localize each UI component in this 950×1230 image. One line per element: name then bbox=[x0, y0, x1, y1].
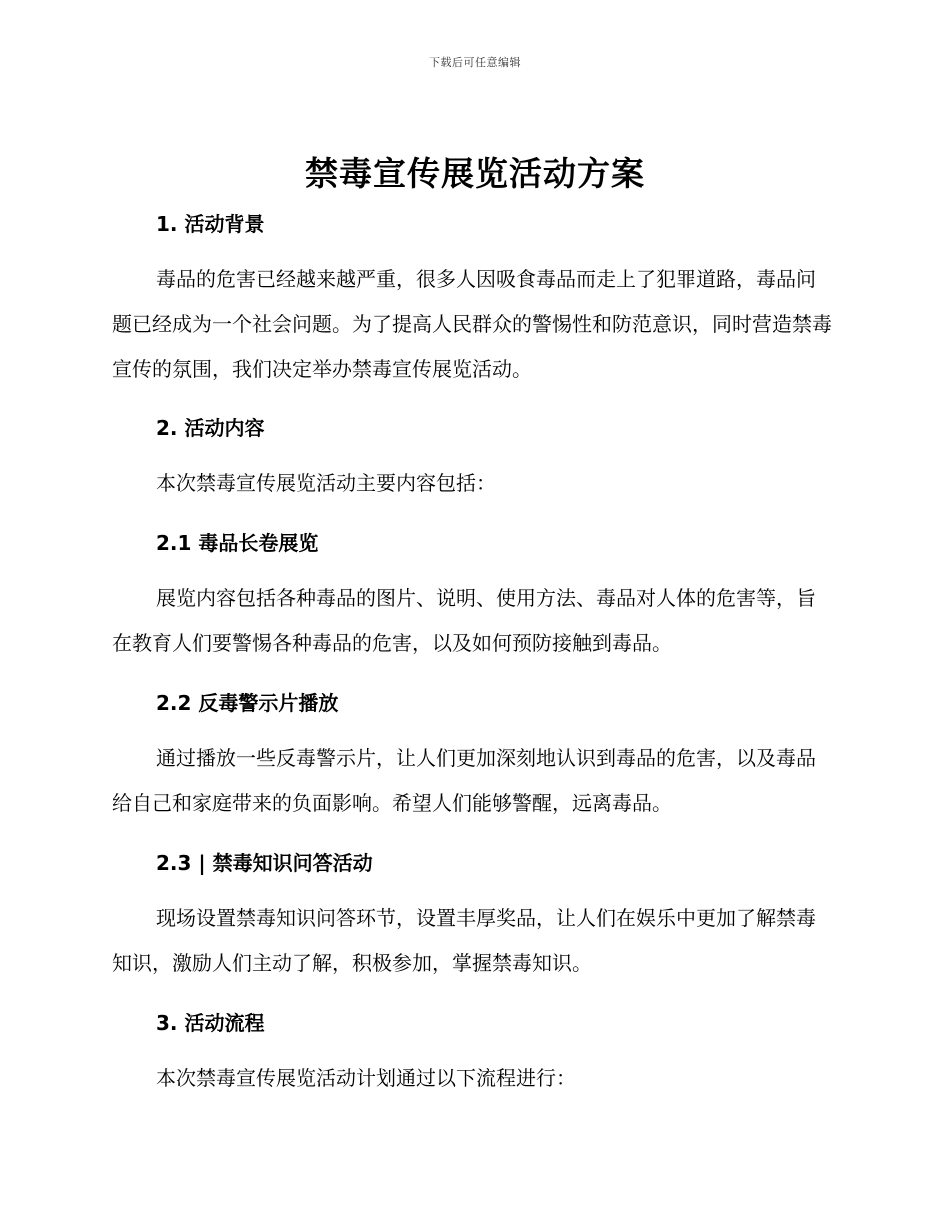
section-heading-1: 1. 活动背景 bbox=[156, 212, 265, 236]
section-body-2-3: 现场设置禁毒知识问答环节，设置丰厚奖品，让人们在娱乐中更加了解禁毒知识，激励人们主动了解，积极参加，掌握禁毒知识。 bbox=[112, 906, 816, 975]
section-heading-2-1: 2.1 毒品长卷展览 bbox=[156, 531, 319, 555]
section-heading-2-3: 2.3 | 禁毒知识问答活动 bbox=[156, 851, 373, 875]
section-body-3: 本次禁毒宣传展览活动计划通过以下流程进行： bbox=[156, 1066, 576, 1090]
document-title: 禁毒宣传展览活动方案 bbox=[305, 154, 645, 193]
header-note: 下载后可任意编辑 bbox=[429, 56, 521, 69]
section-body-2: 本次禁毒宣传展览活动主要内容包括： bbox=[156, 471, 496, 495]
section-heading-3: 3. 活动流程 bbox=[156, 1011, 265, 1035]
section-heading-2-2: 2.2 反毒警示片播放 bbox=[156, 691, 339, 715]
section-body-2-2: 通过播放一些反毒警示片，让人们更加深刻地认识到毒品的危害，以及毒品给自己和家庭带来的负面影响。希望人们能够警醒，远离毒品。 bbox=[112, 746, 816, 815]
section-body-2-1: 展览内容包括各种毒品的图片、说明、使用方法、毒品对人体的危害等，旨在教育人们要警惕各种毒品的危害，以及如何预防接触到毒品。 bbox=[112, 586, 816, 655]
section-body-1: 毒品的危害已经越来越严重，很多人因吸食毒品而走上了犯罪道路，毒品问题已经成为一个社会问题。为了提高人民群众的警惕性和防范意识，同时营造禁毒宣传的氛围，我们决定举办禁毒宣传展览活动。 bbox=[112, 267, 832, 381]
section-heading-2: 2. 活动内容 bbox=[156, 416, 265, 440]
